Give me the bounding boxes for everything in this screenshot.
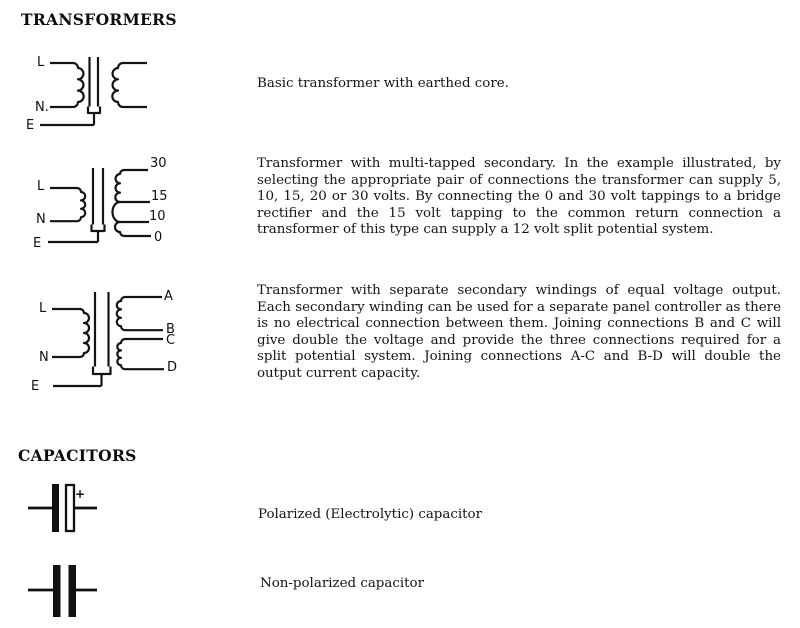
tap-label-30: 30 <box>150 156 167 171</box>
dual-secondary-transformer-symbol <box>25 283 180 393</box>
terminal-label-d: D <box>167 360 178 375</box>
earth-connection <box>48 231 98 242</box>
right-plate <box>69 565 77 617</box>
dual-secondary-transformer-description: Transformer with separate secondary windings of equal voltage output. Each secondary winding can be used for a separate panel controller as there is no electrical connection between them. Joining connections B and C will give double the voltage and provide the three connections required for a split potential system. Joining connections A-C and B-D will double the output current capacity. <box>257 283 781 381</box>
terminal-label-a: A <box>164 289 173 304</box>
core <box>93 292 111 374</box>
earth-terminal-label: E <box>31 379 40 393</box>
transformers-section-heading: TRANSFORMERS <box>21 10 177 29</box>
tap-label-10: 10 <box>149 209 166 224</box>
nonpolarized-capacitor-symbol <box>25 562 105 622</box>
left-plate <box>53 565 61 617</box>
polarized-capacitor-description: Polarized (Electrolytic) capacitor <box>258 507 482 522</box>
capacitors-section-heading: CAPACITORS <box>18 446 137 465</box>
earth-connection <box>53 374 102 386</box>
primary-winding <box>52 309 89 357</box>
terminal-label-c: C <box>166 333 176 348</box>
core <box>88 57 100 113</box>
neutral-terminal-label: N <box>36 212 46 227</box>
basic-transformer-description: Basic transformer with earthed core. <box>257 76 509 91</box>
live-terminal-label: L <box>37 179 45 194</box>
core <box>92 168 105 231</box>
secondary-winding <box>112 63 147 107</box>
live-terminal-label: L <box>39 301 47 316</box>
positive-plate <box>66 485 74 531</box>
basic-transformer-symbol <box>20 50 155 135</box>
terminal-label-b: B <box>166 322 175 337</box>
live-terminal-label: L <box>37 55 45 70</box>
primary-winding <box>50 63 84 107</box>
neutral-terminal-label: N <box>39 350 49 365</box>
multitap-transformer-description: Transformer with multi-tapped secondary. In the example illustrated, by selecting the appropriate pair of connections the transformer can supply 5, 10, 15, 20 or 30 volts. By connecting the 0 and 30 volt tappings to a bridge rectifier and the 15 volt tapping to the common return connection a transformer of this type can supply a 12 volt split potential system. <box>257 156 781 238</box>
tap-label-15: 15 <box>151 189 168 204</box>
tap-label-0: 0 <box>154 230 163 245</box>
plus-sign: + <box>75 487 86 501</box>
multitap-transformer-symbol <box>25 150 175 250</box>
earth-terminal-label: E <box>33 236 42 250</box>
secondary-winding-ab <box>117 297 163 330</box>
neutral-terminal-label: N. <box>35 100 49 115</box>
polarized-capacitor-symbol <box>25 480 105 535</box>
negative-plate <box>52 484 59 532</box>
secondary-winding-cd <box>117 339 164 369</box>
earth-terminal-label: E <box>26 118 35 133</box>
nonpolarized-capacitor-description: Non-polarized capacitor <box>260 576 424 591</box>
primary-winding <box>50 188 85 221</box>
